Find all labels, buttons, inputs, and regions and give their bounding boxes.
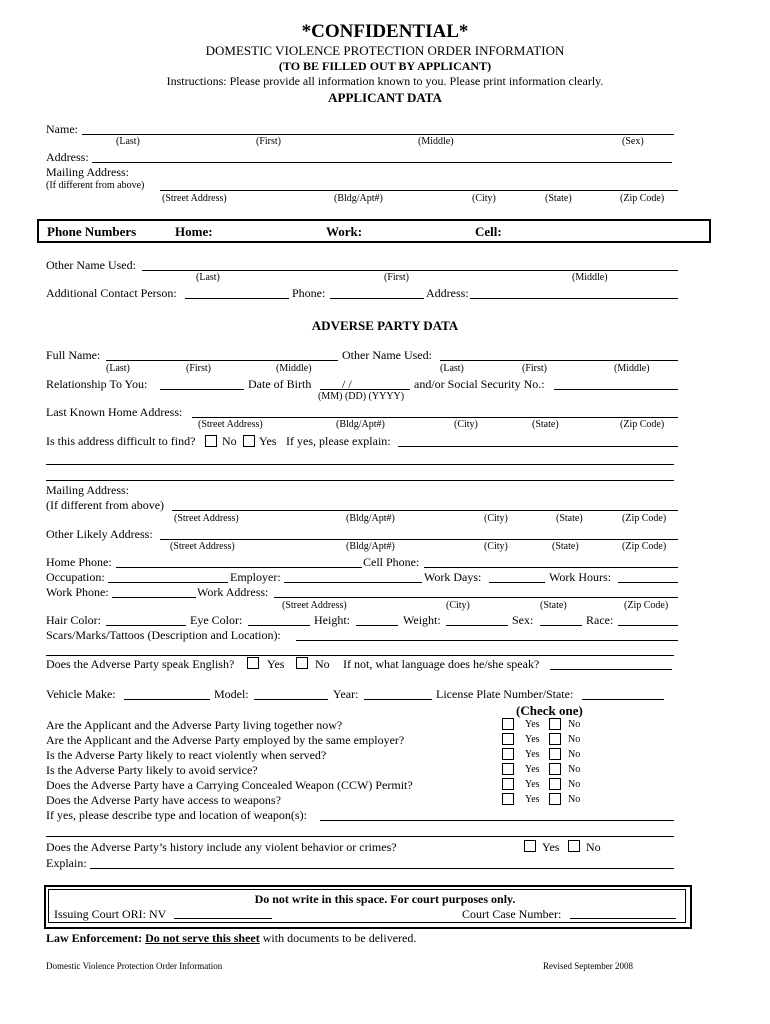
sub-label: (Street Address) — [198, 419, 263, 430]
history-no-checkbox[interactable] — [568, 840, 580, 852]
sub-label: (City) — [472, 193, 496, 204]
no-label: No — [315, 657, 330, 671]
yes-label: Yes — [259, 434, 277, 448]
sub-label: (Street Address) — [170, 541, 235, 552]
check-one-label: (Check one) — [516, 703, 583, 718]
footer-right: Revised September 2008 — [543, 961, 633, 971]
sub-label: (Street Address) — [162, 193, 227, 204]
ssn-label: and/or Social Security No.: — [414, 377, 545, 391]
contact-person-field[interactable] — [185, 298, 289, 299]
sub-label: (First) — [522, 363, 547, 374]
adverse-heading: ADVERSE PARTY DATA — [311, 318, 459, 333]
contact-phone-field[interactable] — [330, 298, 424, 299]
hair-label: Hair Color: — [46, 613, 101, 627]
yes-label: Yes — [525, 734, 540, 745]
sub-label: (Bldg/Apt#) — [346, 513, 395, 524]
sub-label: (Zip Code) — [620, 419, 665, 430]
sub-label: (State) — [545, 193, 572, 204]
question-react-violently: Is the Adverse Party likely to react violently when served? — [46, 748, 327, 762]
adverse-mailing-label: Mailing Address: — [46, 483, 129, 497]
model-label: Model: — [214, 687, 249, 701]
sub-label: (Last) — [116, 136, 140, 147]
law-enforcement-rest: with documents to be delivered. — [262, 931, 417, 945]
home-phone-field[interactable] — [116, 567, 362, 568]
plate-label: License Plate Number/State: — [436, 687, 574, 701]
sub-label: (First) — [186, 363, 211, 374]
applicant-address-label: Address: — [46, 150, 89, 164]
sub-label: (Middle) — [276, 363, 312, 374]
question-ccw-permit: Does the Adverse Party have a Carrying Concealed Weapon (CCW) Permit? — [46, 778, 413, 792]
sub-label: (Bldg/Apt#) — [346, 541, 395, 552]
phone-cell-label[interactable]: Cell: — [475, 224, 502, 239]
sub-label: (Zip Code) — [622, 541, 667, 552]
applicant-mailing-label: Mailing Address: — [46, 165, 129, 179]
sub-label: (State) — [540, 600, 567, 611]
sub-label: (City) — [446, 600, 470, 611]
no-label: No — [568, 794, 581, 805]
english-question: Does the Adverse Party speak English? — [46, 657, 235, 671]
sub-label: (Zip Code) — [624, 600, 669, 611]
weapons-describe-label: If yes, please describe type and location of weapon(s): — [46, 808, 307, 822]
applicant-mailing-note: (If different from above) — [46, 180, 145, 191]
q2-yes-checkbox[interactable] — [502, 733, 514, 745]
language-question: If not, what language does he/she speak? — [343, 657, 540, 671]
phone-numbers-title: Phone Numbers — [47, 224, 137, 239]
height-field[interactable] — [356, 625, 398, 626]
case-number-label: Court Case Number: — [462, 907, 562, 921]
work-phone-field[interactable] — [112, 597, 196, 598]
sub-label: (Last) — [106, 363, 130, 374]
sub-label: (Zip Code) — [622, 513, 667, 524]
difficult-question: Is this address difficult to find? — [46, 434, 196, 448]
sex-label: Sex: — [512, 613, 534, 627]
yes-label: Yes — [525, 794, 540, 805]
sub-label: (City) — [484, 541, 508, 552]
sub-label: (Bldg/Apt#) — [334, 193, 383, 204]
adverse-other-name-label: Other Name Used: — [342, 348, 432, 362]
case-number-field[interactable] — [570, 918, 676, 919]
dob-label: Date of Birth — [248, 377, 312, 391]
sub-label: (Middle) — [614, 363, 650, 374]
sub-label: (Middle) — [572, 272, 608, 283]
sub-label: (Zip Code) — [620, 193, 665, 204]
sub-label: (Street Address) — [174, 513, 239, 524]
race-label: Race: — [586, 613, 614, 627]
difficult-yes-checkbox[interactable] — [243, 435, 255, 447]
applicant-name-label: Name: — [46, 122, 78, 136]
sub-label: (State) — [532, 419, 559, 430]
issuing-court-label: Issuing Court ORI: NV — [54, 907, 167, 921]
weapons-describe-field[interactable] — [320, 820, 674, 821]
other-likely-field[interactable] — [160, 539, 678, 540]
sub-label: (Last) — [440, 363, 464, 374]
other-likely-label: Other Likely Address: — [46, 527, 153, 541]
contact-phone-label: Phone: — [292, 286, 326, 300]
dob-field[interactable] — [320, 389, 410, 390]
other-name-field[interactable] — [142, 270, 678, 271]
yes-label: Yes — [525, 779, 540, 790]
explain-line[interactable] — [46, 464, 674, 465]
work-hours-field[interactable] — [618, 582, 678, 583]
sub-label: (Street Address) — [282, 600, 347, 611]
question-same-employer: Are the Applicant and the Adverse Party employed by the same employer? — [46, 733, 405, 747]
language-field[interactable] — [550, 669, 672, 670]
difficult-explain-field[interactable] — [398, 446, 678, 447]
form-title: *CONFIDENTIAL* — [301, 21, 469, 42]
relationship-label: Relationship To You: — [46, 377, 148, 391]
full-name-field[interactable] — [106, 360, 338, 361]
no-label: No — [568, 779, 581, 790]
eye-label: Eye Color: — [190, 613, 243, 627]
applicant-mailing-field[interactable] — [160, 190, 678, 191]
yes-label: Yes — [542, 840, 560, 854]
phone-numbers-box — [37, 219, 711, 243]
q6-yes-checkbox[interactable] — [502, 793, 514, 805]
english-yes-checkbox[interactable] — [247, 657, 259, 669]
explain-if-yes-label: If yes, please explain: — [286, 434, 391, 448]
last-home-label: Last Known Home Address: — [46, 405, 183, 419]
form-instructions: Instructions: Please provide all information known to you. Please print information clearly. — [166, 74, 604, 88]
yes-label: Yes — [267, 657, 285, 671]
q3-yes-checkbox[interactable] — [502, 748, 514, 760]
no-label: No — [568, 719, 581, 730]
no-label: No — [568, 764, 581, 775]
footer-left: Domestic Violence Protection Order Information — [46, 961, 223, 971]
year-field[interactable] — [364, 699, 432, 700]
plate-field[interactable] — [582, 699, 664, 700]
weapons-line[interactable] — [46, 836, 674, 837]
height-label: Height: — [314, 613, 350, 627]
phone-work-label[interactable]: Work: — [326, 224, 363, 239]
q5-no-checkbox[interactable] — [549, 778, 561, 790]
sub-label: (State) — [552, 541, 579, 552]
year-label: Year: — [333, 687, 359, 701]
weight-label: Weight: — [403, 613, 441, 627]
sub-label: (Sex) — [622, 136, 644, 147]
hair-field[interactable] — [106, 625, 186, 626]
explain-field[interactable] — [90, 868, 674, 869]
sub-label: (Bldg/Apt#) — [336, 419, 385, 430]
q4-yes-checkbox[interactable] — [502, 763, 514, 775]
contact-person-label: Additional Contact Person: — [46, 286, 177, 300]
model-field[interactable] — [254, 699, 328, 700]
yes-label: Yes — [525, 764, 540, 775]
q1-yes-checkbox[interactable] — [502, 718, 514, 730]
yes-label: Yes — [525, 719, 540, 730]
sub-label: (City) — [454, 419, 478, 430]
race-field[interactable] — [618, 625, 678, 626]
issuing-court-field[interactable] — [174, 918, 272, 919]
q3-no-checkbox[interactable] — [549, 748, 561, 760]
do-not-serve-text: Do not serve this sheet — [145, 931, 260, 945]
date-format-hint: (MM) (DD) (YYYY) — [318, 391, 405, 402]
relationship-field[interactable] — [160, 389, 244, 390]
sex-field[interactable] — [540, 625, 582, 626]
q6-no-checkbox[interactable] — [549, 793, 561, 805]
form-subtitle: DOMESTIC VIOLENCE PROTECTION ORDER INFORMATION — [205, 43, 565, 58]
sub-label: (City) — [484, 513, 508, 524]
scars-label: Scars/Marks/Tattoos (Description and Location): — [46, 628, 281, 642]
adverse-mailing-note: (If different from above) — [46, 498, 165, 512]
question-avoid-service: Is the Adverse Party likely to avoid service? — [46, 763, 258, 777]
difficult-no-checkbox[interactable] — [205, 435, 217, 447]
no-label: No — [568, 734, 581, 745]
question-access-weapons: Does the Adverse Party have access to weapons? — [46, 793, 281, 807]
explain-label: Explain: — [46, 856, 87, 870]
law-enforcement-label: Law Enforcement: — [46, 931, 143, 945]
form-note: (TO BE FILLED OUT BY APPLICANT) — [278, 59, 492, 73]
occupation-field[interactable] — [108, 582, 228, 583]
work-address-label: Work Address: — [197, 585, 269, 599]
sub-label: (First) — [256, 136, 281, 147]
question-living-together: Are the Applicant and the Adverse Party living together now? — [46, 718, 343, 732]
court-use-note: Do not write in this space. For court purposes only. — [254, 892, 516, 906]
applicant-address-field[interactable] — [92, 162, 672, 163]
applicant-heading: APPLICANT DATA — [328, 90, 442, 105]
sub-label: (State) — [556, 513, 583, 524]
applicant-name-field[interactable] — [82, 134, 674, 135]
work-hours-label: Work Hours: — [549, 570, 612, 584]
cell-phone-field[interactable] — [424, 567, 678, 568]
q4-no-checkbox[interactable] — [549, 763, 561, 775]
adverse-mailing-field[interactable] — [172, 510, 678, 511]
history-yes-checkbox[interactable] — [524, 840, 536, 852]
work-days-field[interactable] — [489, 582, 545, 583]
dob-slashes: / / — [342, 377, 352, 391]
law-enforcement-note — [46, 932, 416, 944]
yes-label: Yes — [525, 749, 540, 760]
adverse-other-name-field[interactable] — [440, 360, 678, 361]
english-no-checkbox[interactable] — [296, 657, 308, 669]
contact-address-field[interactable] — [470, 298, 678, 299]
scars-line[interactable] — [46, 655, 674, 656]
q2-no-checkbox[interactable] — [549, 733, 561, 745]
employer-label: Employer: — [230, 570, 281, 584]
full-name-label: Full Name: — [46, 348, 101, 362]
vehicle-make-label: Vehicle Make: — [46, 687, 116, 701]
scars-field[interactable] — [296, 640, 678, 641]
employer-field[interactable] — [284, 582, 422, 583]
sub-label: (Last) — [196, 272, 220, 283]
sub-label: (Middle) — [418, 136, 454, 147]
last-home-field[interactable] — [192, 417, 678, 418]
no-label: No — [222, 434, 237, 448]
vehicle-make-field[interactable] — [124, 699, 210, 700]
no-label: No — [586, 840, 601, 854]
cell-phone-label: Cell Phone: — [363, 555, 420, 569]
work-address-field[interactable] — [274, 597, 678, 598]
work-phone-label: Work Phone: — [46, 585, 109, 599]
work-days-label: Work Days: — [424, 570, 482, 584]
sub-label: (First) — [384, 272, 409, 283]
eye-field[interactable] — [248, 625, 310, 626]
phone-home-label[interactable]: Home: — [175, 224, 213, 239]
occupation-label: Occupation: — [46, 570, 105, 584]
other-name-label: Other Name Used: — [46, 258, 136, 272]
q1-no-checkbox[interactable] — [549, 718, 561, 730]
weight-field[interactable] — [446, 625, 508, 626]
ssn-field[interactable] — [554, 389, 678, 390]
q5-yes-checkbox[interactable] — [502, 778, 514, 790]
no-label: No — [568, 749, 581, 760]
home-phone-label: Home Phone: — [46, 555, 112, 569]
explain-line[interactable] — [46, 480, 674, 481]
violent-history-question: Does the Adverse Party’s history include any violent behavior or crimes? — [46, 840, 397, 854]
contact-address-label: Address: — [426, 286, 469, 300]
